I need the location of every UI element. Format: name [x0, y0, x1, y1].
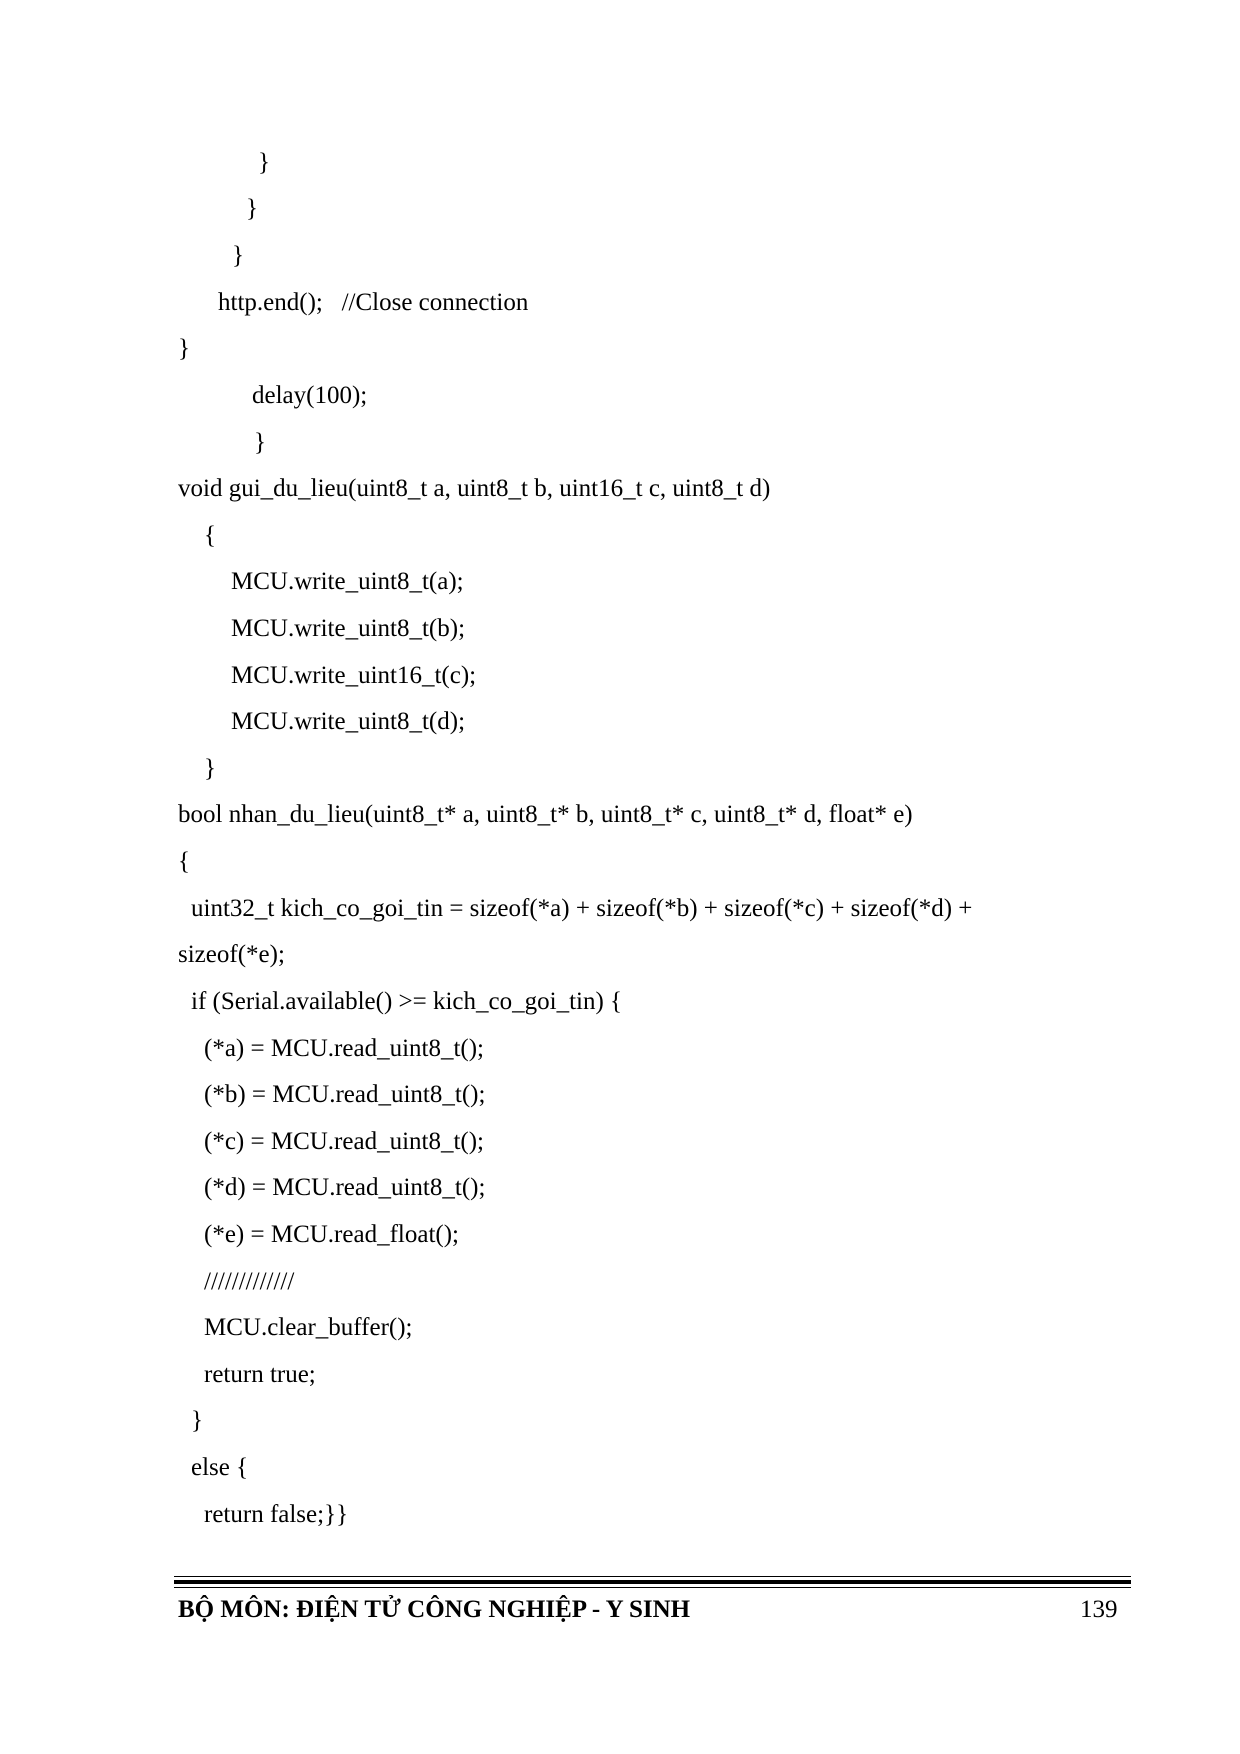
- code-line: }: [204, 755, 216, 782]
- code-line: {: [178, 848, 190, 875]
- code-line: return false;}}: [204, 1501, 349, 1528]
- code-line: MCU.clear_buffer();: [204, 1314, 413, 1341]
- footer-rule-thick: [174, 1580, 1131, 1584]
- code-line: else {: [191, 1454, 249, 1481]
- code-line: return true;: [204, 1361, 316, 1388]
- code-line: sizeof(*e);: [178, 941, 285, 968]
- code-line: (*d) = MCU.read_uint8_t();: [204, 1174, 486, 1201]
- code-line: {: [204, 522, 216, 549]
- footer-rule-thin-top: [174, 1576, 1131, 1577]
- code-line: bool nhan_du_lieu(uint8_t* a, uint8_t* b, uint8_t* c, uint8_t* d, float* e): [178, 801, 913, 828]
- code-line: http.end(); //Close connection: [218, 289, 529, 316]
- code-line: MCU.write_uint8_t(b);: [231, 615, 466, 642]
- code-line: (*e) = MCU.read_float();: [204, 1221, 459, 1248]
- code-line: }: [232, 242, 244, 269]
- code-line: }: [254, 429, 266, 456]
- code-line: }: [258, 149, 270, 176]
- page-number: 139: [1080, 1596, 1118, 1623]
- code-line: delay(100);: [252, 382, 368, 409]
- code-line: }: [246, 195, 258, 222]
- code-line: /////////////: [204, 1268, 295, 1295]
- footer-department: BỘ MÔN: ĐIỆN TỬ CÔNG NGHIỆP - Y SINH: [178, 1596, 691, 1623]
- code-line: if (Serial.available() >= kich_co_goi_tin) {: [191, 988, 623, 1015]
- code-line: MCU.write_uint8_t(a);: [231, 568, 464, 595]
- code-line: void gui_du_lieu(uint8_t a, uint8_t b, uint16_t c, uint8_t d): [178, 475, 771, 502]
- code-line: MCU.write_uint16_t(c);: [231, 662, 477, 689]
- code-line: }: [178, 335, 190, 362]
- code-line: (*c) = MCU.read_uint8_t();: [204, 1128, 485, 1155]
- code-line: (*b) = MCU.read_uint8_t();: [204, 1081, 486, 1108]
- code-line: }: [191, 1407, 203, 1434]
- code-line: (*a) = MCU.read_uint8_t();: [204, 1035, 485, 1062]
- footer-rule-thin-bottom: [174, 1587, 1131, 1588]
- code-line: MCU.write_uint8_t(d);: [231, 708, 466, 735]
- code-line: uint32_t kich_co_goi_tin = sizeof(*a) + sizeof(*b) + sizeof(*c) + sizeof(*d) +: [191, 895, 973, 922]
